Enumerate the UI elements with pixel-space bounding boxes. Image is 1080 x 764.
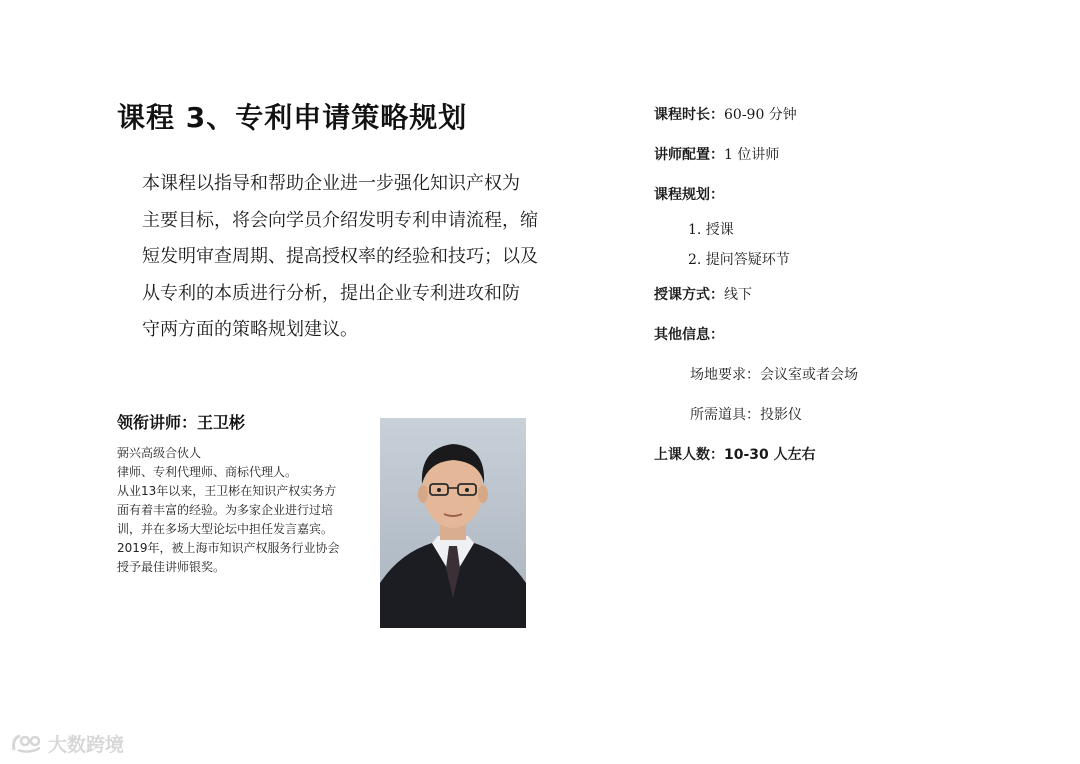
portrait-illustration <box>380 418 526 628</box>
bio-line: 授予最佳讲师银奖。 <box>117 560 226 574</box>
other-item: 所需道具：投影仪 <box>690 407 802 423</box>
bio-line: 训，并在多场大型论坛中担任发言嘉宾。 <box>117 522 334 536</box>
mode-label: 授课方式： <box>654 287 724 303</box>
attendees-row <box>654 444 816 464</box>
attendees-value: 10-30 人左右 <box>724 447 816 463</box>
lecturer-config-label: 讲师配置： <box>654 147 724 163</box>
other-label: 其他信息： <box>654 327 724 343</box>
bio-line: 律师、专利代理师、商标代理人。 <box>117 465 298 479</box>
intro-line: 短发明审查周期、提高授权率的经验和技巧；以及 <box>142 246 538 267</box>
other-item: 场地要求：会议室或者会场 <box>690 367 858 383</box>
plan-label: 课程规划： <box>654 187 724 203</box>
lecturer-config-value: 1 位讲师 <box>724 147 780 163</box>
lecturer-photo <box>380 418 526 628</box>
bio-line: 弼兴高级合伙人 <box>117 446 202 460</box>
bio-line: 2019年，被上海市知识产权服务行业协会 <box>117 541 340 555</box>
intro-line: 主要目标，将会向学员介绍发明专利申请流程，缩 <box>142 209 538 231</box>
other-row <box>654 324 724 344</box>
lecturer-bio <box>117 444 377 577</box>
plan-item: 2. 提问答疑环节 <box>688 252 790 268</box>
mode-row <box>654 284 752 304</box>
duration-value: 60-90 分钟 <box>724 107 797 123</box>
bio-line: 面有着丰富的经验。为多家企业进行过培 <box>117 503 334 517</box>
bio-line: 从业13年以来，王卫彬在知识产权实务方 <box>117 484 337 498</box>
intro-line: 从专利的本质进行分析，提出企业专利进攻和防 <box>142 282 520 304</box>
lecturer-config-row <box>654 144 779 164</box>
watermark <box>10 730 124 759</box>
brand-logo-icon <box>10 732 44 759</box>
intro-line: 本课程以指导和帮助企业进一步强化知识产权为 <box>142 173 520 194</box>
duration-label: 课程时长： <box>654 107 724 123</box>
plan-row <box>654 184 724 204</box>
watermark-text: 大数跨境 <box>48 734 125 756</box>
mode-value: 线下 <box>724 287 752 303</box>
plan-item: 1. 授课 <box>688 222 734 238</box>
duration-row <box>654 104 797 124</box>
course-intro <box>142 166 537 349</box>
intro-line: 守两方面的策略规划建议。 <box>142 319 358 340</box>
attendees-label: 上课人数： <box>654 447 724 463</box>
course-title: 课程 3、专利申请策略规划 <box>117 101 468 134</box>
lecturer-heading: 领衔讲师：王卫彬 <box>117 413 246 432</box>
